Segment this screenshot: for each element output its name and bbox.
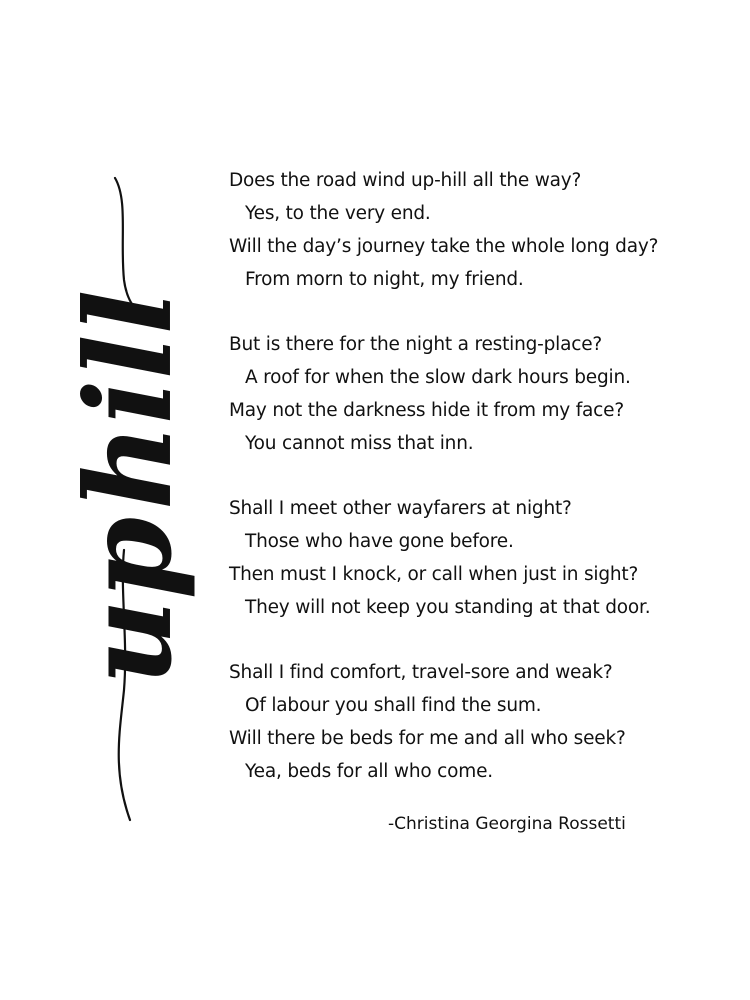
title-word-up: up <box>59 516 198 685</box>
poem-line: Those who have gone before. <box>245 531 514 552</box>
poem-stanza-3 <box>229 492 729 624</box>
poem-line: May not the darkness hide it from my face? <box>229 400 624 421</box>
poem-line: A roof for when the slow dark hours begin. <box>245 367 631 388</box>
poem-stanza-4 <box>229 656 729 788</box>
title-word-hill: hill <box>59 289 198 510</box>
poem-stanza-1 <box>229 164 729 296</box>
poem-body <box>229 164 729 820</box>
poem-line: Yes, to the very end. <box>245 203 431 224</box>
poem-line: But is there for the night a resting-place? <box>229 334 603 355</box>
poem-line: Will there be beds for me and all who seek? <box>229 728 626 749</box>
poem-stanza-2 <box>229 328 729 460</box>
poem-line: Of labour you shall find the sum. <box>245 695 542 716</box>
poem-line: They will not keep you standing at that door. <box>245 597 651 618</box>
poem-line: Does the road wind up-hill all the way? <box>229 170 582 191</box>
poem-line: Shall I meet other wayfarers at night? <box>229 498 572 519</box>
poem-line: Then must I knock, or call when just in sight? <box>229 564 639 585</box>
poem-line: From morn to night, my friend. <box>245 269 524 290</box>
poem-line: Will the day’s journey take the whole long day? <box>229 236 659 257</box>
poem-line: Yea, beds for all who come. <box>245 761 493 782</box>
poem-line: You cannot miss that inn. <box>245 433 474 454</box>
title-script-art <box>20 170 230 840</box>
poem-author: -Christina Georgina Rossetti <box>388 814 626 834</box>
poem-line: Shall I find comfort, travel-sore and weak? <box>229 662 613 683</box>
